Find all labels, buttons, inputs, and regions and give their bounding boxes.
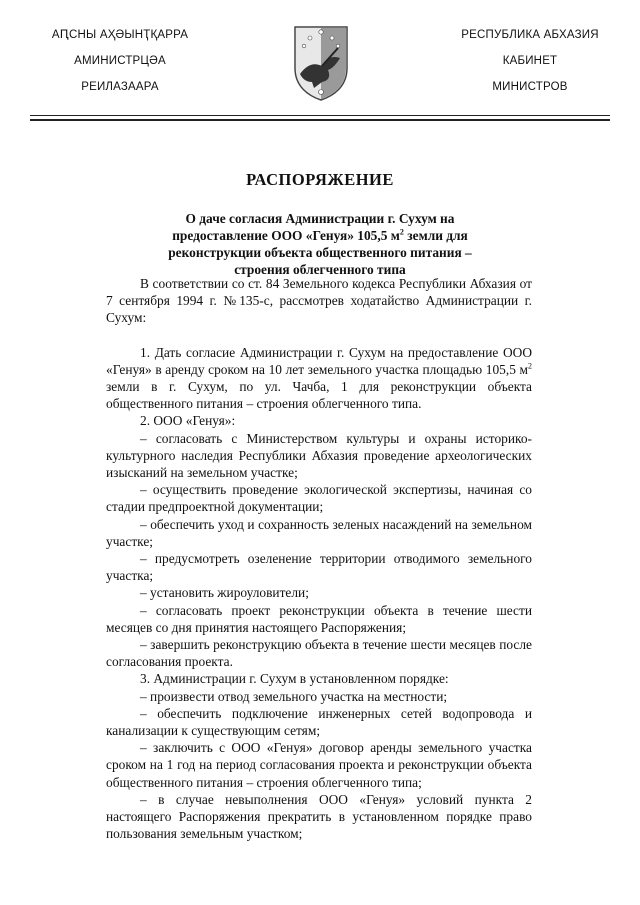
item-2-bullet: – осуществить проведение экологической экспертизы, начиная со стадии предпроектной документации; (106, 482, 532, 515)
item-1-text: земли в г. Сухум, по ул. Чачба, 1 для реконструкции объекта общественного питания – строения облегченного типа. (106, 379, 532, 412)
item-2-bullet: – согласовать проект реконструкции объекта в течение шести месяцев со дня принятия настоящего Распоряжения; (106, 602, 532, 635)
header-left-line: РЕИЛАЗААРА (81, 81, 159, 93)
item-2-heading: 2. ООО «Генуя»: (140, 413, 236, 429)
header-divider-thin (30, 115, 610, 116)
intro-paragraph: В соответствии со ст. 84 Земельного кодекса Республики Абхазия от 7 сентября 1994 г. №135-с, рассмотрев ходатайство Администрации г. Сухум: (106, 276, 532, 326)
subject-text: земли для реконструкции объекта общественного питания – строения облегченного типа (168, 228, 472, 277)
item-2-bullet: – предусмотреть озеленение территории отводимого земельного участка; (106, 551, 532, 584)
subject-superscript: 2 (399, 227, 404, 237)
document-body (106, 275, 532, 843)
document-subject (140, 210, 500, 278)
item-3-heading: 3. Администрации г. Сухум в установленном порядке: (140, 671, 449, 687)
item-3-bullet: – в случае невыполнения ООО «Генуя» условий пункта 2 настоящего Распоряжения прекратить в установленном порядке право пользования земельным участком; (106, 791, 532, 842)
item-1-text: 1. Дать согласие Администрации г. Сухум на предоставление ООО «Генуя» в аренду сроком на 10 лет земельного участка площадью 105,5 м (106, 344, 532, 377)
item-3-bullet: – заключить с ООО «Генуя» договор аренды земельного участка сроком на 1 год на период согласования проекта и реконструкции объекта общественного питания – строения облегченного типа; (106, 740, 532, 790)
subject-text: О даче согласия Администрации г. Сухум на предоставление ООО «Генуя» 105,5 м (172, 211, 455, 243)
header-left-line: АԤСНЫ АҲӘЫНҬҚАРРА (51, 29, 189, 41)
item-1-superscript: 2 (528, 361, 532, 371)
item-2-bullet: – обеспечить уход и сохранность зеленых насаждений на земельном участке; (106, 516, 532, 549)
item-2-bullet: – установить жироуловители; (140, 585, 309, 601)
coat-of-arms-icon (292, 24, 350, 102)
document-title: РАСПОРЯЖЕНИЕ (246, 170, 394, 189)
header-right-block (445, 28, 615, 106)
item-3-bullet: – обеспечить подключение инженерных сетей водопровода и канализации к существующим сетям; (106, 705, 532, 739)
header-left-line: АМИНИСТРЦӘА (74, 55, 166, 67)
header-left-block (40, 28, 200, 106)
header-right-line: КАБИНЕТ (502, 55, 558, 67)
header-right-line: МИНИСТРОВ (492, 81, 568, 93)
item-3-bullet: – произвести отвод земельного участка на местности; (140, 688, 448, 704)
item-2-bullet: – согласовать с Министерством культуры и охраны историко-культурного наследия Республики Абхазия проведение археологических изысканий на земельном участке; (106, 430, 532, 481)
header-divider-thick (30, 119, 610, 121)
item-1-paragraph (106, 344, 532, 413)
item-2-bullet: – завершить реконструкцию объекта в течение шести месяцев после согласования проекта. (106, 637, 532, 670)
header-right-line: РЕСПУБЛИКА АБХАЗИЯ (461, 29, 599, 41)
